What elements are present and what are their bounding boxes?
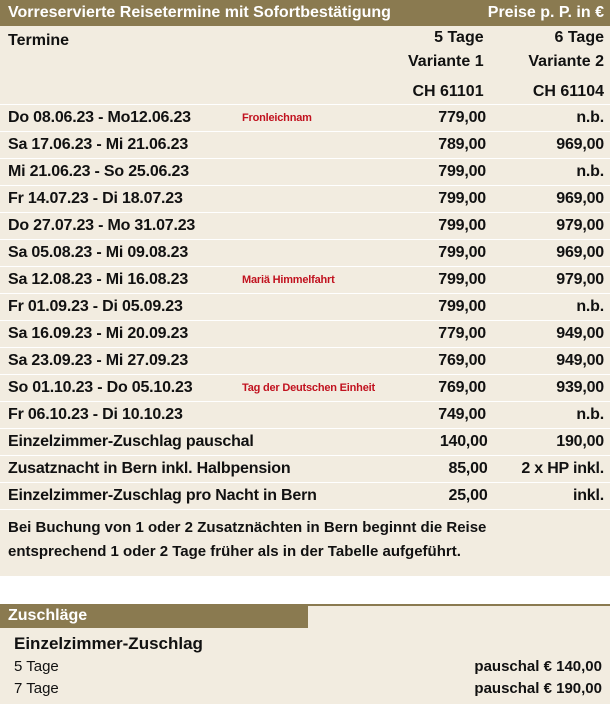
footnote-line1: Bei Buchung von 1 oder 2 Zusatznächten in Bern beginnt die Reise — [8, 519, 487, 536]
row-date: Mi 21.06.23 - So 25.06.23 — [8, 163, 189, 180]
table-row — [0, 402, 610, 429]
col-variant1 — [385, 26, 484, 104]
table-header — [0, 0, 610, 26]
table-row — [0, 375, 610, 402]
row-holiday: Fronleichnam — [242, 112, 312, 124]
extra-price-v2: 2 x HP inkl. — [521, 460, 604, 477]
row-price-v1: 799,00 — [438, 271, 486, 288]
extra-price-v2: inkl. — [572, 487, 604, 504]
extra-label: Einzelzimmer-Zuschlag pauschal — [8, 433, 254, 450]
row-price-v2: 969,00 — [556, 190, 604, 207]
row-price-v2: 969,00 — [556, 244, 604, 261]
row-date: Sa 12.08.23 - Mi 16.08.23 — [8, 271, 189, 288]
row-date: Do 27.07.23 - Mo 31.07.23 — [8, 217, 196, 234]
row-price-v1: 799,00 — [438, 217, 486, 234]
table-row — [0, 213, 610, 240]
col-variant2 — [484, 26, 610, 104]
extra-price-v1: 25,00 — [448, 487, 488, 504]
footnote-line2: entsprechend 1 oder 2 Tage früher als in der Tabelle aufgeführt. — [8, 543, 461, 560]
row-price-v1: 789,00 — [438, 136, 486, 153]
row-date: Fr 06.10.23 - Di 10.10.23 — [8, 406, 183, 423]
surcharges-header: Zuschläge — [0, 604, 308, 628]
row-price-v2: 979,00 — [556, 271, 604, 288]
row-holiday: Mariä Himmelfahrt — [242, 274, 335, 286]
surcharge-row — [14, 680, 602, 697]
row-holiday: Tag der Deutschen Einheit — [242, 382, 375, 394]
table-row — [0, 186, 610, 213]
surcharge-label: 5 Tage — [14, 658, 59, 675]
col1-code: CH 61101 — [412, 83, 484, 100]
row-price-v1: 799,00 — [438, 190, 486, 207]
row-price-v2: 979,00 — [556, 217, 604, 234]
row-date: Do 08.06.23 - Mo12.06.23 — [8, 109, 191, 126]
surcharges-section — [0, 604, 610, 704]
row-date: So 01.10.23 - Do 05.10.23 — [8, 379, 193, 396]
surcharge-row — [14, 658, 602, 675]
row-date: Sa 05.08.23 - Mi 09.08.23 — [8, 244, 189, 261]
row-price-v2: 939,00 — [556, 379, 604, 396]
row-price-v1: 769,00 — [438, 352, 486, 369]
row-price-v1: 779,00 — [438, 109, 486, 126]
col1-variant: Variante 1 — [408, 53, 484, 70]
row-date: Sa 17.06.23 - Mi 21.06.23 — [8, 136, 189, 153]
row-price-v2: n.b. — [576, 109, 604, 126]
row-price-v2: 949,00 — [556, 352, 604, 369]
row-price-v1: 799,00 — [438, 163, 486, 180]
surcharge-value: pauschal € 140,00 — [474, 658, 602, 675]
price-note: Preise p. P. in € — [487, 4, 604, 21]
table-row — [0, 267, 610, 294]
table-row — [0, 240, 610, 267]
row-price-v2: 949,00 — [556, 325, 604, 342]
row-date: Fr 01.09.23 - Di 05.09.23 — [8, 298, 183, 315]
table-footnote — [0, 510, 610, 576]
table-row — [0, 321, 610, 348]
row-price-v1: 749,00 — [438, 406, 486, 423]
row-price-v2: n.b. — [576, 298, 604, 315]
col2-days: 6 Tage — [554, 29, 604, 46]
table-row — [0, 159, 610, 186]
row-price-v2: n.b. — [576, 163, 604, 180]
table-title: Vorreservierte Reisetermine mit Sofortbestätigung — [8, 4, 391, 21]
extra-price-v1: 140,00 — [439, 433, 488, 450]
table-row — [0, 294, 610, 321]
extra-price-v1: 85,00 — [448, 460, 488, 477]
extra-label: Einzelzimmer-Zuschlag pro Nacht in Bern — [8, 487, 317, 504]
surcharge-label: 7 Tage — [14, 680, 59, 697]
table-row — [0, 105, 610, 132]
surcharge-title: Einzelzimmer-Zuschlag — [14, 634, 203, 653]
row-date: Sa 16.09.23 - Mi 20.09.23 — [8, 325, 189, 342]
row-price-v1: 769,00 — [438, 379, 486, 396]
col2-variant: Variante 2 — [528, 53, 604, 70]
col1-days: 5 Tage — [434, 29, 484, 46]
col-termine: Termine — [8, 32, 70, 49]
row-price-v1: 779,00 — [438, 325, 486, 342]
extra-price-v2: 190,00 — [556, 433, 604, 450]
extra-row — [0, 456, 610, 483]
surcharge-value: pauschal € 190,00 — [474, 680, 602, 697]
row-price-v2: n.b. — [576, 406, 604, 423]
row-price-v1: 799,00 — [438, 244, 486, 261]
row-price-v1: 799,00 — [438, 298, 486, 315]
col2-code: CH 61104 — [532, 83, 604, 100]
table-row — [0, 348, 610, 375]
column-headers — [0, 26, 610, 105]
extra-label: Zusatznacht in Bern inkl. Halbpension — [8, 460, 291, 477]
table-row — [0, 132, 610, 159]
extra-row — [0, 483, 610, 510]
row-date: Fr 14.07.23 - Di 18.07.23 — [8, 190, 183, 207]
row-date: Sa 23.09.23 - Mi 27.09.23 — [8, 352, 189, 369]
row-price-v2: 969,00 — [556, 136, 604, 153]
extra-row — [0, 429, 610, 456]
